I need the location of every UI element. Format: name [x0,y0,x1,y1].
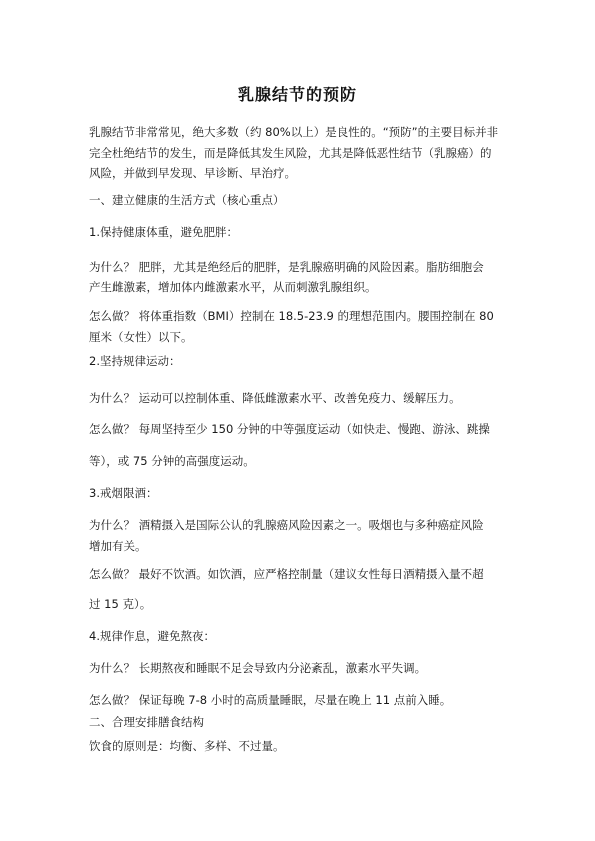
item-how: 怎么做？ 保证每晚 7-8 小时的高质量睡眠，尽量在晚上 11 点前入睡。 [89,693,452,707]
item-how: 厘米（女性）以下。 [89,330,193,344]
intro-line: 风险，并做到早发现、早诊断、早治疗。 [89,166,296,180]
item-how: 怎么做？ 每周坚持至少 150 分钟的中等强度运动（如快走、慢跑、游泳、跳操 [89,422,490,436]
item-why: 为什么？ 肥胖，尤其是绝经后的肥胖，是乳腺癌明确的风险因素。脂肪细胞会 [89,260,484,274]
item-how: 怎么做？ 最好不饮酒。如饮酒，应严格控制量（建议女性每日酒精摄入量不超 [89,567,484,581]
section2-principle: 饮食的原则是：均衡、多样、不过量。 [89,739,285,753]
item-why: 为什么？ 运动可以控制体重、降低雌激素水平、改善免疫力、缓解压力。 [89,391,461,405]
item-how: 等），或 75 分钟的高强度运动。 [89,454,255,468]
item-title: 4.规律作息，避免熬夜： [89,629,215,643]
item-title: 3.戒烟限酒： [89,486,158,500]
item-why: 为什么？ 酒精摄入是国际公认的乳腺癌风险因素之一。吸烟也与多种癌症风险 [89,518,484,532]
section2-heading: 二、合理安排膳食结构 [89,715,204,729]
item-title: 2.坚持规律运动： [89,354,181,368]
intro-line: 完全杜绝结节的发生，而是降低其发生风险，尤其是降低恶性结节（乳腺癌）的 [89,146,492,160]
item-how: 过 15 克）。 [89,597,152,611]
document-title: 乳腺结节的预防 [237,85,357,104]
item-title: 1.保持健康体重，避免肥胖： [89,225,238,239]
item-how: 怎么做？ 将体重指数（BMI）控制在 18.5-23.9 的理想范围内。腰围控制在 80 [89,309,494,323]
item-why: 为什么？ 长期熬夜和睡眠不足会导致内分泌紊乱，激素水平失调。 [89,661,427,675]
item-why: 增加有关。 [89,539,147,553]
section1-heading: 一、建立健康的生活方式（核心重点） [89,193,285,207]
intro-line: 乳腺结节非常常见，绝大多数（约 80%以上）是良性的。“预防”的主要目标并非 [89,125,499,139]
item-why: 产生雌激素，增加体内雌激素水平，从而刺激乳腺组织。 [89,280,377,294]
